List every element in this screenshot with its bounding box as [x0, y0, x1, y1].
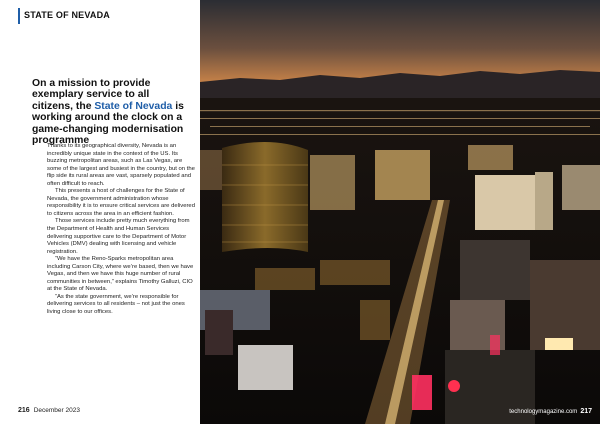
- body-paragraph: This presents a host of challenges for the State of Nevada, the government administration whose responsibility it is to ensure critical services are delivered to citizens across the area in an efficient fashion.: [47, 188, 195, 217]
- las-vegas-night-photo: [200, 0, 600, 424]
- body-paragraph: “We have the Reno-Sparks metropolitan area including Carson City, where we’re based, then we have Vegas, and then we have this huge number of rural communities in between,” explains Timothy Galluzi, CIO at the State of Nevada.: [47, 256, 194, 293]
- page-number-right: 217: [580, 408, 592, 415]
- left-page: [0, 0, 200, 424]
- folio-right: [509, 408, 592, 415]
- body-paragraph: Those services include pretty much everything from the Department of Health and Human Services delivering supportive care to the Department of Motor Vehicles (DMV) dealing with licensing and vehicle registration.: [47, 218, 190, 255]
- folio-left: [18, 407, 80, 414]
- section-accent-bar: [18, 8, 20, 24]
- city-skyline-image: [200, 0, 600, 424]
- article-body: [47, 143, 195, 317]
- section-label: STATE OF NEVADA: [24, 10, 110, 20]
- standfirst-highlight: State of Nevada: [94, 100, 173, 112]
- wynn-tower: [222, 142, 308, 252]
- standfirst: [32, 78, 192, 146]
- standfirst-tail: is working around the clock on a game-changing modernisation programme: [32, 100, 184, 147]
- magazine-website: technologymagazine.com: [509, 409, 578, 415]
- standfirst-lead: On a mission to provide exemplary service to all citizens, the: [32, 78, 151, 112]
- page-number-left: 216: [18, 407, 30, 414]
- casino-logo-glow: [448, 380, 460, 392]
- body-paragraph: Thanks to its geographical diversity, Nevada is an incredibly unique state in the context of the US. Its buzzing metropolitan areas, such as Las Vegas, are some of the largest and busiest in the country, but on the flip side its rural areas are vast, sparsely populated and often difficult to reach.: [47, 143, 195, 187]
- issue-date: December 2023: [33, 407, 80, 414]
- body-paragraph: “As the state government, we’re responsible for delivering services to all residents – not just the ones living close to our offices.: [47, 293, 185, 316]
